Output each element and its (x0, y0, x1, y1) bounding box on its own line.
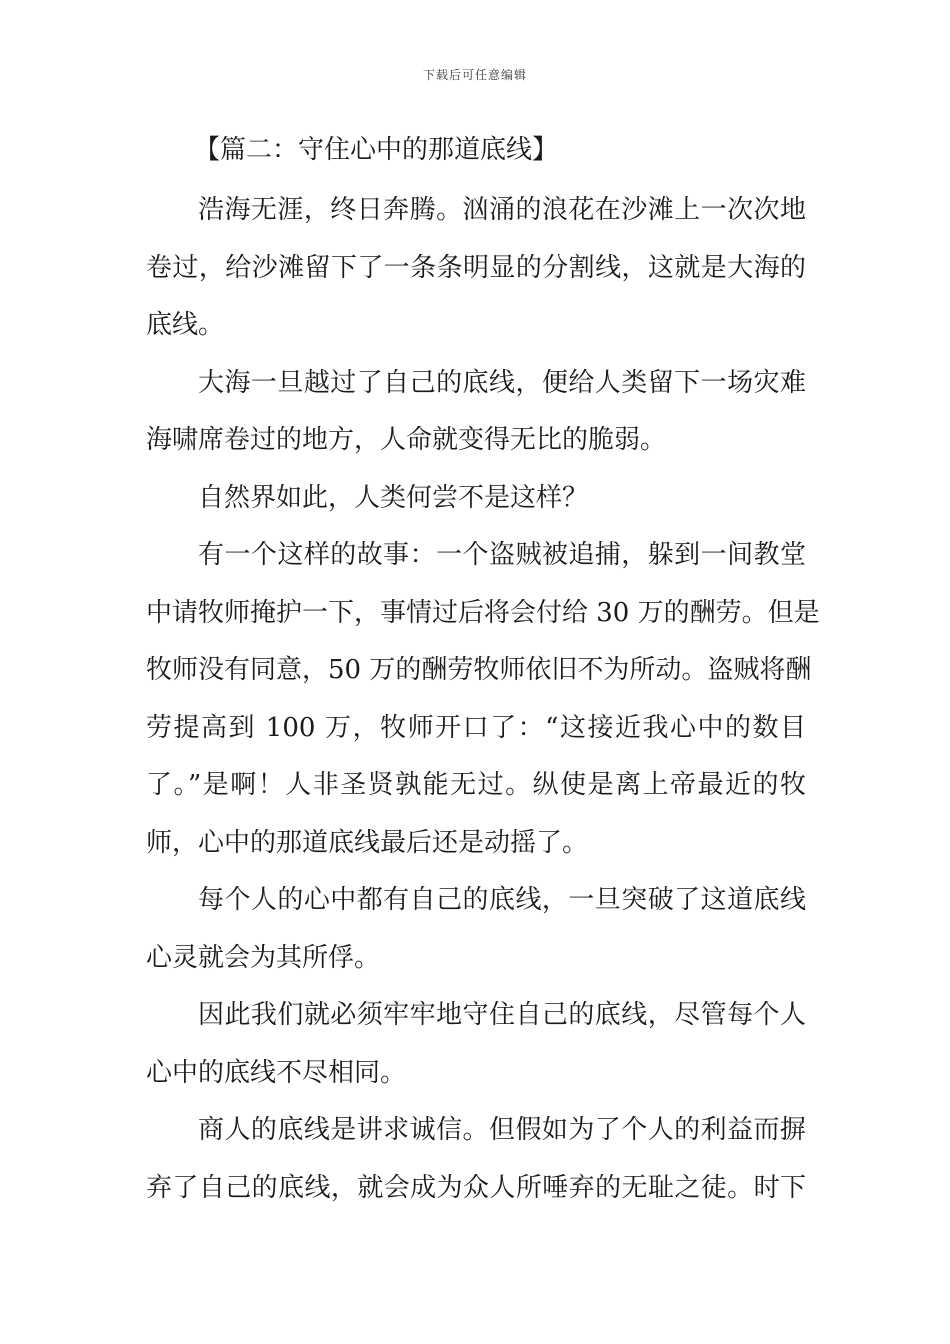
text-line: 有一个这样的故事：一个盗贼被追捕，躲到一间教堂 (198, 540, 806, 570)
text-line: 中请牧师掩护一下，事情过后将会付给 30 万的酬劳。但是 (146, 598, 820, 628)
page-header: 下载后可任意编辑 (422, 68, 527, 82)
text-line: 大海一旦越过了自己的底线，便给人类留下一场灾难 (198, 368, 806, 398)
text-line: 心中的底线不尽相同。 (146, 1058, 407, 1088)
section-title: 【篇二：守住心中的那道底线】 (194, 135, 559, 165)
text-line: 每个人的心中都有自己的底线，一旦突破了这道底线 (198, 885, 806, 915)
text-line: 心灵就会为其所俘。 (146, 943, 381, 973)
text-line: 了。”是啊！人非圣贤孰能无过。纵使是离上帝最近的牧 (146, 770, 806, 800)
text-line: 劳提高到 100 万，牧师开口了：“这接近我心中的数目 (146, 713, 806, 743)
text-line: 商人的底线是讲求诚信。但假如为了个人的利益而摒 (198, 1115, 806, 1145)
text-line: 卷过，给沙滩留下了一条条明显的分割线，这就是大海的 (146, 253, 806, 283)
text-line: 弃了自己的底线，就会成为众人所唾弃的无耻之徒。时下 (146, 1173, 806, 1203)
text-line: 浩海无涯，终日奔腾。汹涌的浪花在沙滩上一次次地 (198, 195, 806, 225)
text-line: 因此我们就必须牢牢地守住自己的底线，尽管每个人 (198, 1000, 806, 1030)
text-line: 牧师没有同意，50 万的酬劳牧师依旧不为所动。盗贼将酬 (146, 655, 812, 685)
text-line: 自然界如此，人类何尝不是这样？ (198, 483, 589, 513)
text-line: 海啸席卷过的地方，人命就变得无比的脆弱。 (146, 425, 667, 455)
text-line: 底线。 (146, 310, 225, 340)
text-line: 师，心中的那道底线最后还是动摇了。 (146, 828, 589, 858)
